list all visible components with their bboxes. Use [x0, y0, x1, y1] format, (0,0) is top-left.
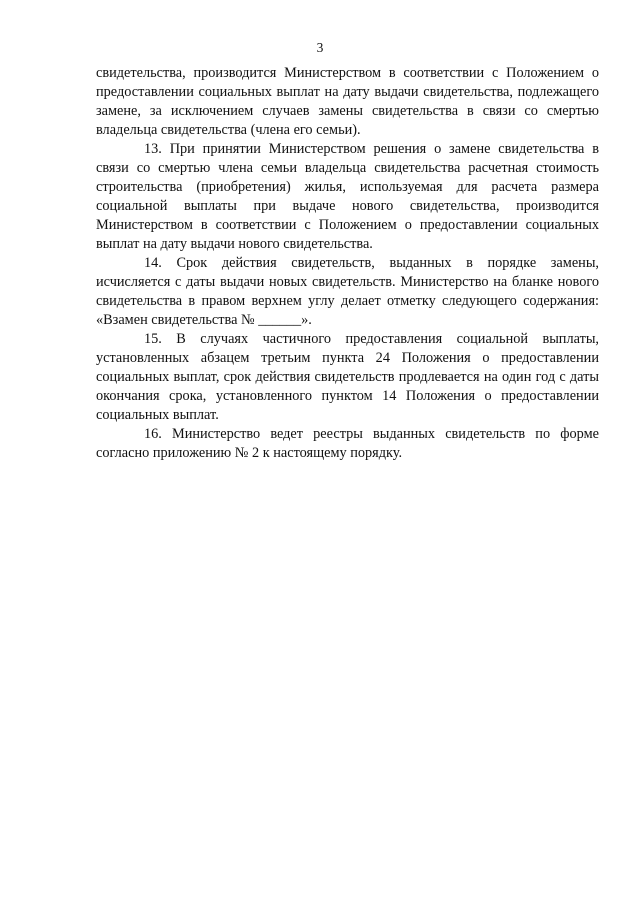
page-number: 3	[316, 40, 324, 55]
paragraph-item-16: 16. Министерство ведет реестры выданных свидетельств по форме согласно приложению № 2 к настоящему порядку.	[96, 426, 599, 461]
paragraph-item-15: 15. В случаях частичного предоставления социальной выплаты, установленных абзацем третьим пункта 24 Положения о предоставлении социальных выплат, срок действия свидетельств продлевается на один год с даты окончания срока, установленного пунктом 14 Положения о предоставлении социальных выплат.	[96, 331, 599, 423]
document-body	[96, 64, 599, 463]
paragraph-item-13: 13. При принятии Министерством решения о замене свидетельства в связи со смертью члена семьи владельца свидетельства расчетная стоимость строительства (приобретения) жилья, используемая для расчета размера социальной выплаты при выдаче нового свидетельства, производится Министерством в соответствии с Положением о предоставлении социальных выплат на дату выдачи нового свидетельства.	[96, 141, 599, 252]
paragraph-continuation: свидетельства, производится Министерством в соответствии с Положением о предоставлении социальных выплат на дату выдачи свидетельства, подлежащего замене, за исключением случаев замены свидетельства в связи со смертью владельца свидетельства (члена его семьи).	[96, 65, 599, 138]
paragraph-item-14: 14. Срок действия свидетельств, выданных в порядке замены, исчисляется с даты выдачи новых свидетельств. Министерство на бланке нового свидетельства в правом верхнем углу делает отметку следующего содержания: «Взамен свидетельства № ______».	[96, 255, 599, 328]
